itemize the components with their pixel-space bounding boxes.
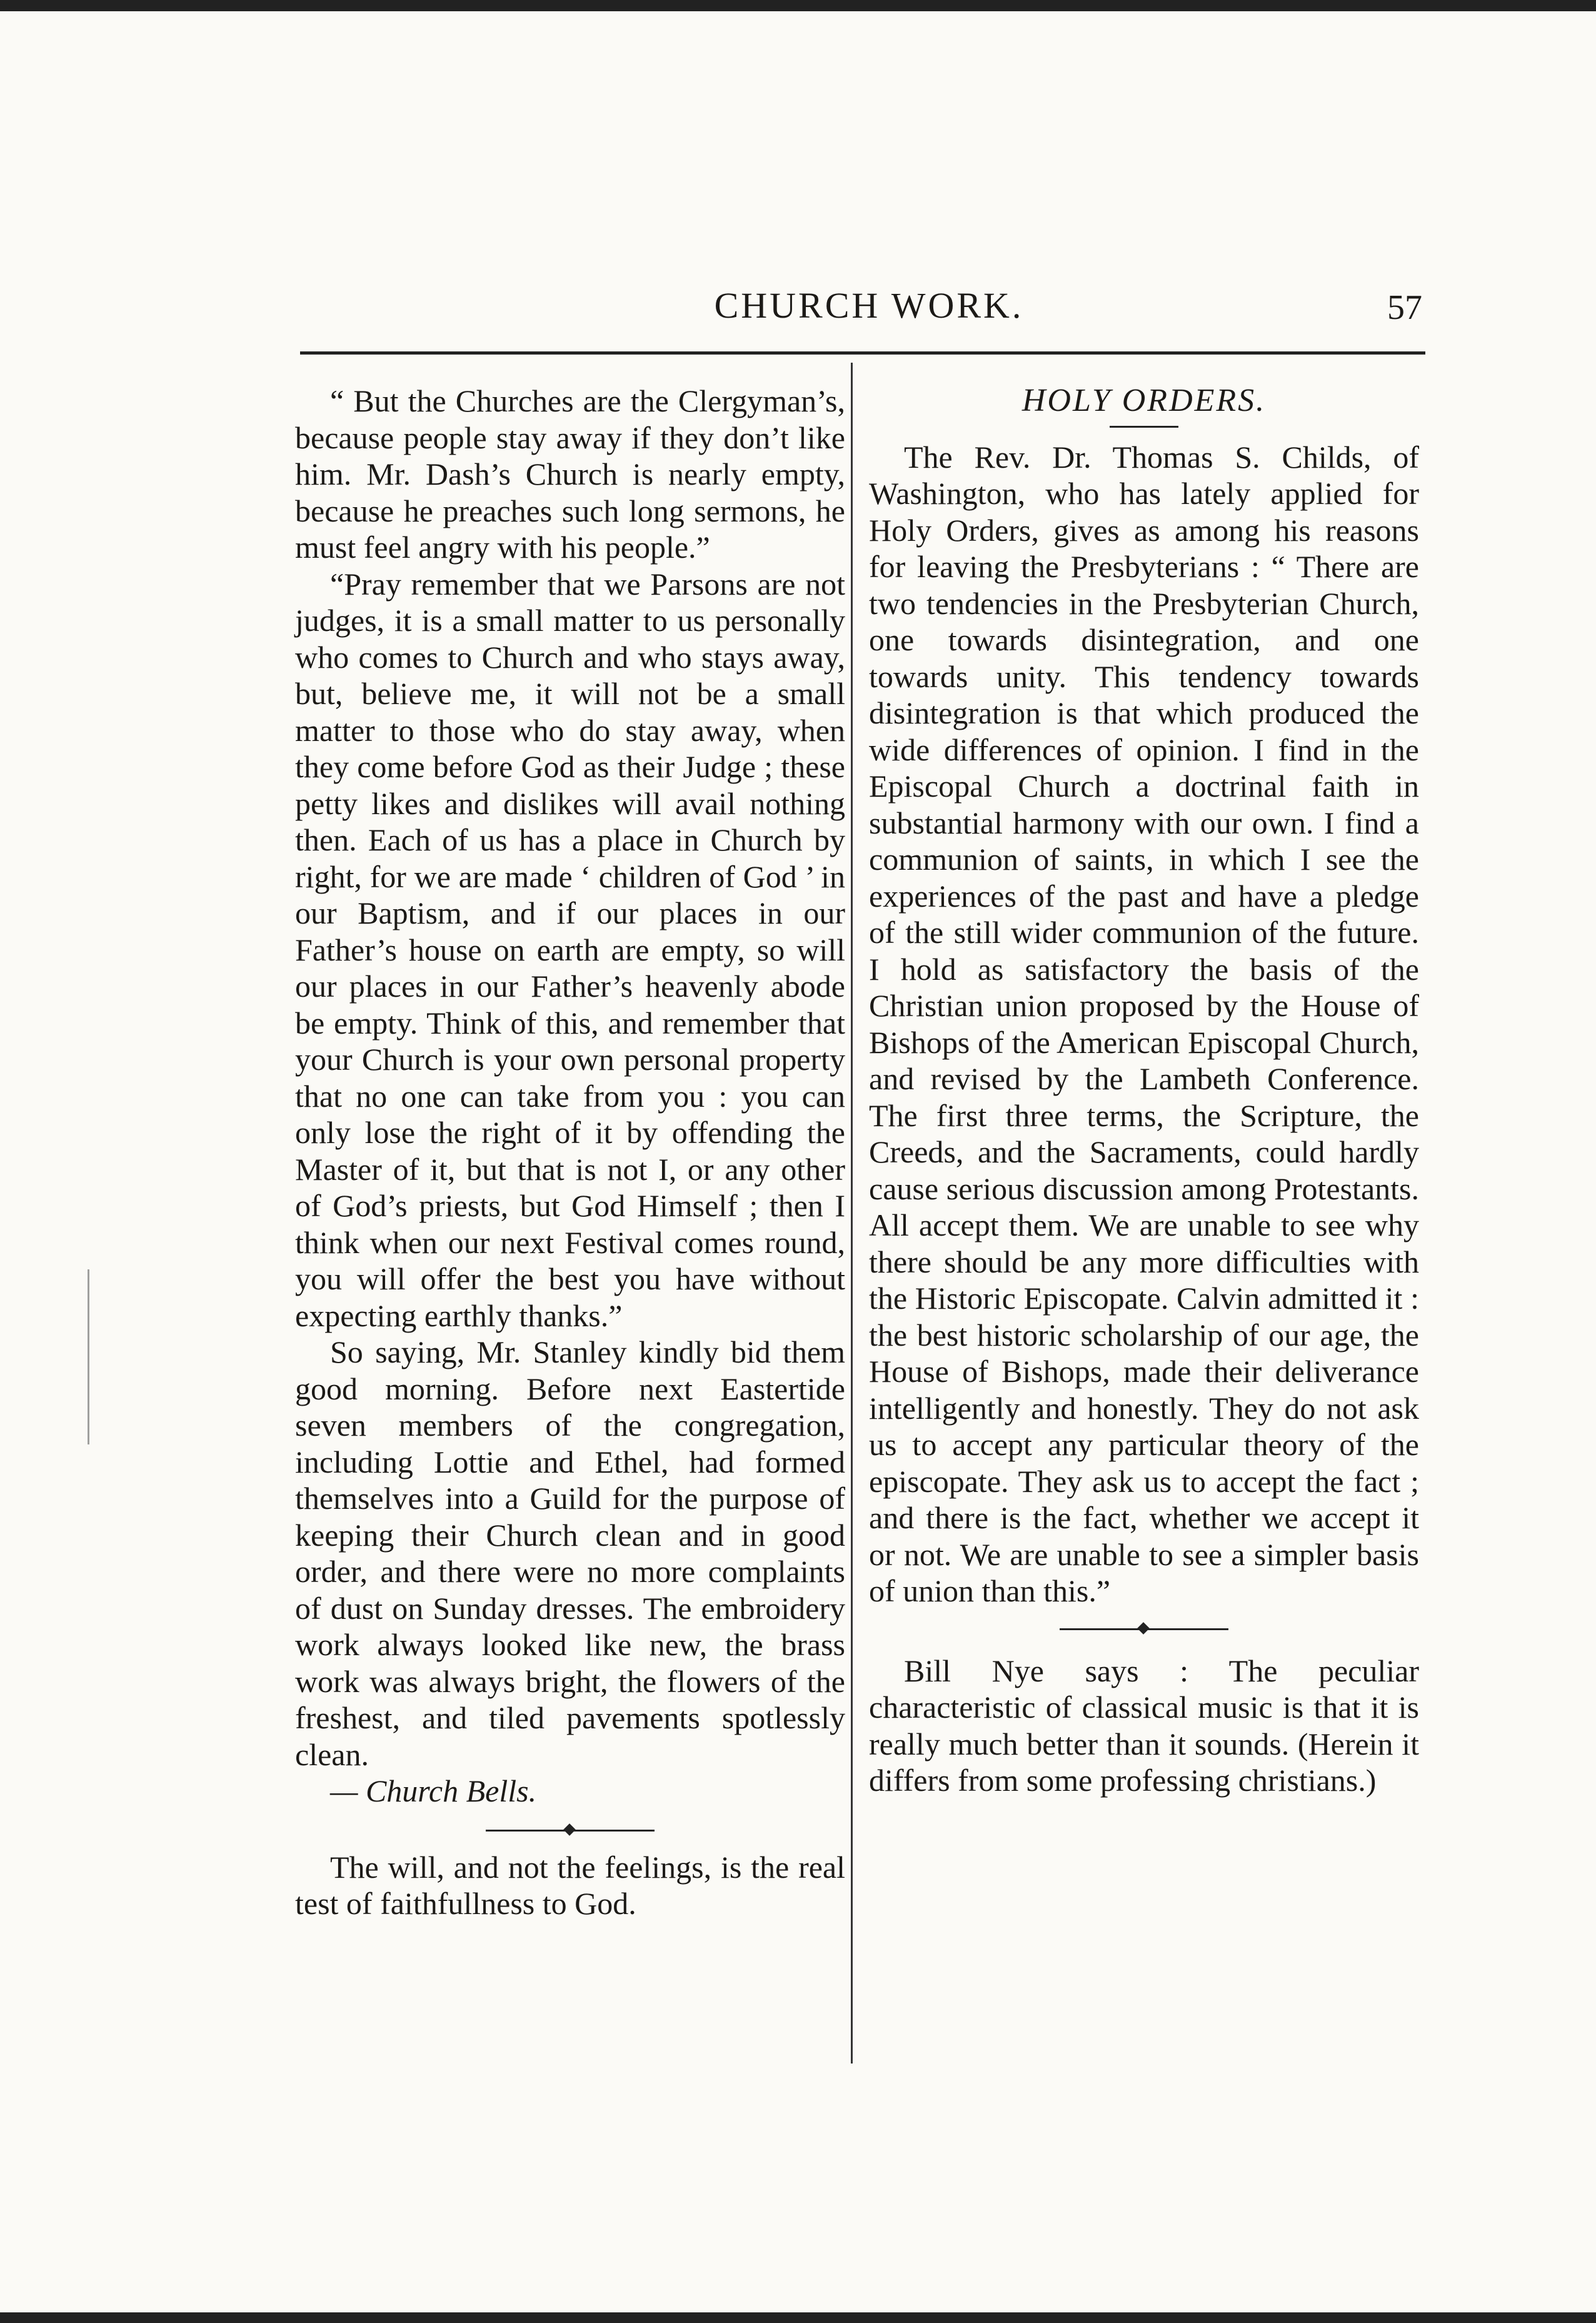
margin-binding-marks: [88, 1269, 108, 1444]
paragraph-holy-orders: The Rev. Dr. Thomas S. Childs, of Washington, who has lately applied for Holy Orders, gives as among his reasons for leaving the Presbyterians : “ There are two tendencies in the Presbyterian Church, one towards disintegration, and one towards unity. This tendency towards disintegration is that which produced the wide differences of opinion. I find in the Episcopal Church a doctrinal faith in substantial harmony with our own. I find a communion of saints, in which I see the experiences of the past and have a pledge of the still wider communion of the future. I hold as satisfactory the basis of the Christian union proposed by the House of Bishops of the American Episcopal Church, and revised by the Lambeth Conference. The first three terms, the Scripture, the Creeds, and the Sacraments, could hardly cause serious discussion among Protestants. All accept them. We are unable to see why there should be any more difficulties with the Historic Episcopate. Calvin admitted it : the best historic scholarship of our age, the House of Bishops, made their deliverance intelligently and honestly. They do not ask us to accept any particular theory of the episcopate. They ask us to accept the fact ; and there is the fact, whether we accept it or not. We are unable to see a simpler basis of union than this.”: [869, 439, 1419, 1608]
running-title: CHURCH WORK.: [714, 285, 1024, 326]
source-signature: — Church Bells.: [330, 1773, 537, 1808]
column-divider: [851, 363, 853, 2063]
left-column: [295, 383, 845, 1922]
ornament-divider: [1060, 1628, 1228, 1630]
ornament-divider: [486, 1830, 655, 1832]
paragraph-clergy-churches: “ But the Churches are the Clergyman’s, because people stay away if they don’t like him. Mr. Dash’s Church is nearly empty, because he preaches such long sermons, he must feel angry with his people.”: [295, 383, 845, 565]
header-rule: [300, 351, 1425, 355]
paragraph-will-not-feelings: The will, and not the feelings, is the real test of faithfullness to God.: [295, 1849, 845, 1921]
right-column: [869, 383, 1419, 1799]
scan-bottom-edge: [0, 2312, 1596, 2323]
paragraph-parsons-not-judges: “Pray remember that we Parsons are not judges, it is a small matter to us personally who comes to Church and who stays away, but, believe me, it will not be a small matter to those who do stay away, when they come before God as their Judge ; these petty likes and dislikes will avail nothing then. Each of us has a place in Church by right, for we are made ‘ children of God ’ in our Baptism, and if our places in our Father’s house on earth are empty, so will our places in our Father’s heavenly abode be empty. Think of this, and remember that your Church is your own personal property that no one can take from you : you can only lose the right of it by offending the Master of it, but that is not I, or any other of God’s priests, but God Himself ; then I think when our next Festival comes round, you will offer the best you have without expecting earthly thanks.”: [295, 566, 845, 1333]
page-number: 57: [1387, 288, 1422, 327]
paragraph-guild-formed: So saying, Mr. Stanley kindly bid them good morning. Before next Eastertide seven members of the congregation, including Lottie and Ethel, had formed themselves into a Guild for the purpose of keeping their Church clean and in good order, and there were no more complaints of dust on Sunday dresses. The embroidery work always looked like new, the brass work was always bright, the flowers of the freshest, and tiled pavements spotlessly clean.: [295, 1334, 845, 1772]
article-title: HOLY ORDERS.: [1021, 383, 1267, 418]
scan-top-edge: [0, 0, 1596, 11]
title-rule: [1110, 426, 1178, 428]
paragraph-bill-nye: Bill Nye says : The peculiar characteristic of classical music is that it is really much better than it sounds. (Herein it differs from some professing christians.): [869, 1653, 1419, 1798]
